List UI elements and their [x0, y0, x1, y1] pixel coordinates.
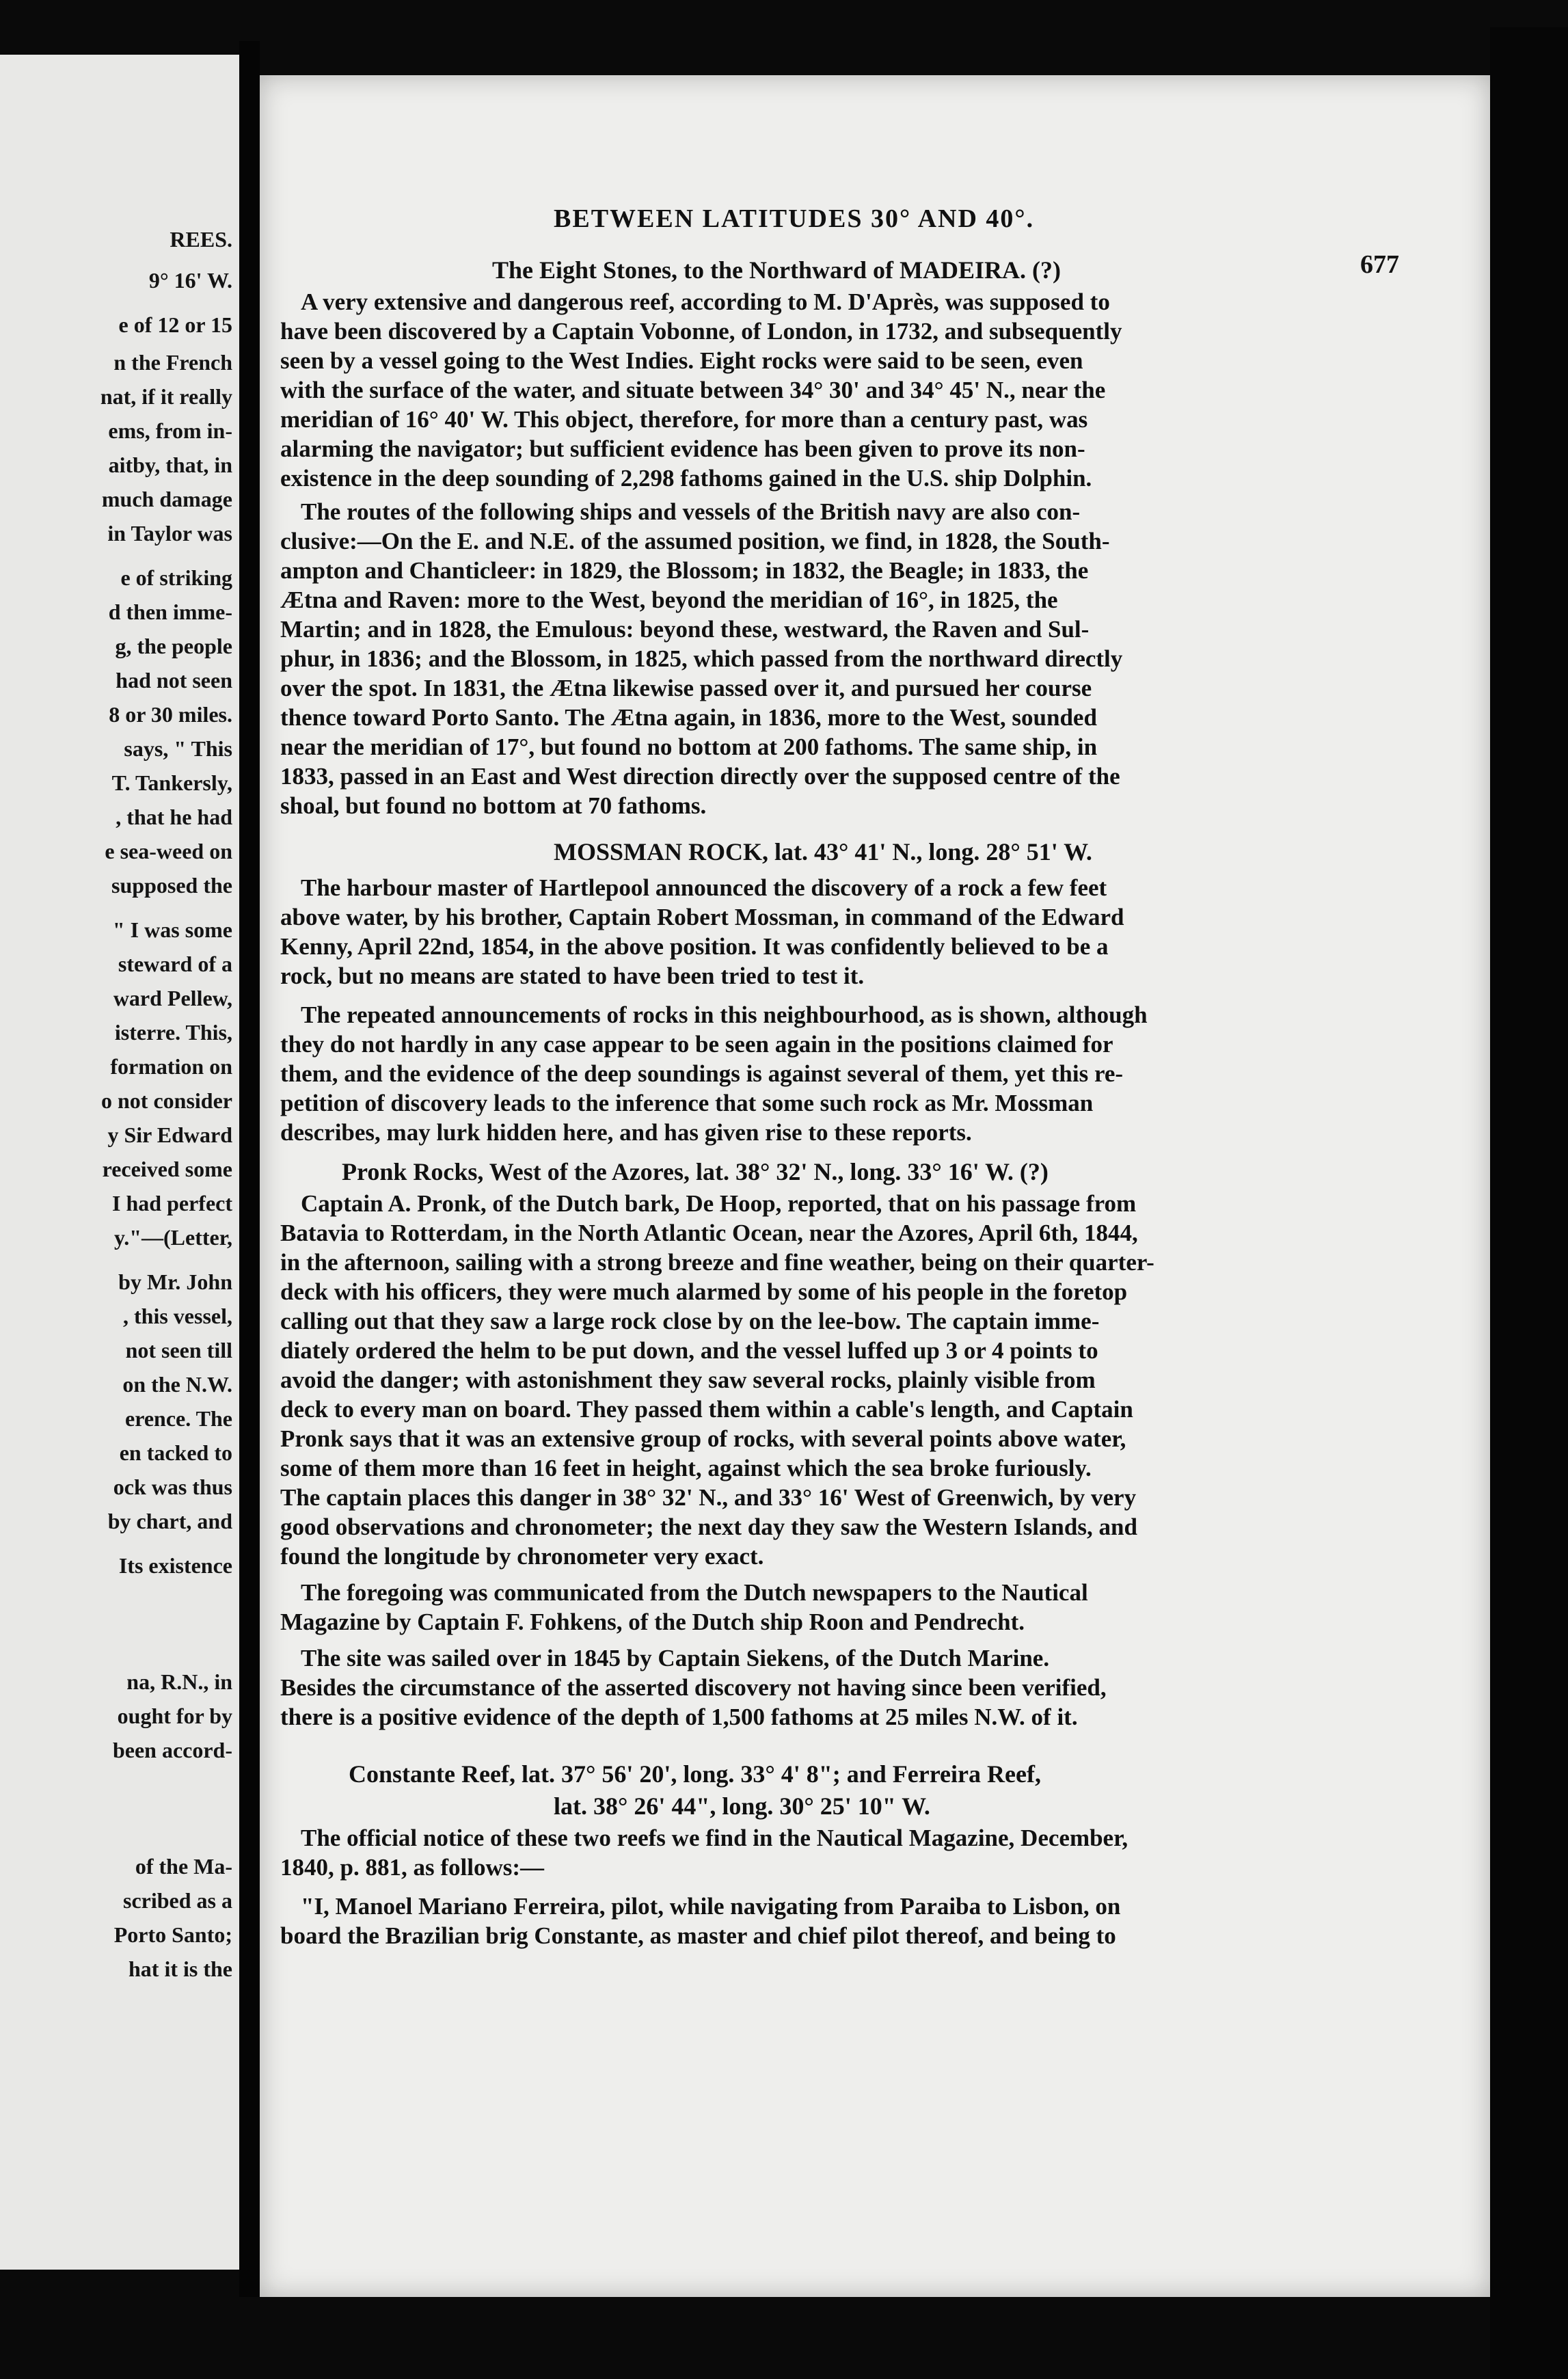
constante-p2-line: "I, Manoel Mariano Ferreira, pilot, while navigating from Paraiba to Lisbon, on: [301, 1893, 1121, 1920]
left-page-line: received some: [102, 1157, 232, 1181]
left-page-line: formation on: [110, 1054, 232, 1079]
left-page-line: REES.: [170, 227, 232, 252]
pronk-p1-line: diately ordered the helm to be put down, and the vessel luffed up 3 or 4 points to: [280, 1337, 1098, 1364]
eight-stones-p2-line: thence toward Porto Santo. The Ætna again, in 1836, more to the West, sounded: [280, 704, 1097, 731]
left-page-line: hat it is the: [129, 1957, 232, 1981]
constante-p2-line: board the Brazilian brig Constante, as master and chief pilot thereof, and being to: [280, 1922, 1116, 1949]
left-page-line: ought for by: [117, 1704, 232, 1728]
left-page-line: by Mr. John: [118, 1269, 232, 1294]
eight-stones-p2-line: Martin; and in 1828, the Emulous: beyond these, westward, the Raven and Sul-: [280, 616, 1090, 643]
eight-stones-p2-line: 1833, passed in an East and West direction directly over the supposed centre of the: [280, 763, 1120, 790]
left-page-line: , that he had: [116, 805, 232, 829]
eight-stones-p2-line: near the meridian of 17°, but found no bottom at 200 fathoms. The same ship, in: [280, 734, 1098, 760]
pronk-p1-line: found the longitude by chronometer very exact.: [280, 1543, 764, 1570]
left-page-line: not seen till: [125, 1338, 232, 1362]
pronk-p3-line: Besides the circumstance of the asserted discovery not having since been verified,: [280, 1674, 1107, 1701]
eight-stones-p1-line: seen by a vessel going to the West Indies. Eight rocks were said to be seen, even: [280, 347, 1083, 374]
mossman-p2-line: The repeated announcements of rocks in this neighbourhood, as is shown, although: [301, 1002, 1148, 1028]
left-page-line: e sea-weed on: [105, 839, 232, 863]
left-page-line: 8 or 30 miles.: [109, 702, 232, 727]
constante-p1-line: The official notice of these two reefs we find in the Nautical Magazine, December,: [301, 1825, 1128, 1851]
main-page: [260, 75, 1490, 2297]
left-page-line: y."—(Letter,: [114, 1225, 232, 1250]
left-page-line: e of striking: [120, 565, 232, 590]
eight-stones-p1-line: have been discovered by a Captain Vobonne, of London, in 1732, and subsequently: [280, 318, 1122, 345]
left-page-line: much damage: [101, 487, 232, 511]
constante-heading-2: lat. 38° 26' 44", long. 30° 25' 10" W.: [554, 1792, 930, 1820]
left-page-line: d then imme-: [108, 600, 232, 624]
mossman-p2-line: they do not hardly in any case appear to be seen again in the positions claimed for: [280, 1031, 1113, 1058]
left-page-line: Porto Santo;: [113, 1922, 232, 1947]
mossman-p1-line: The harbour master of Hartlepool announced the discovery of a rock a few feet: [301, 874, 1107, 901]
left-page-line: , this vessel,: [123, 1304, 232, 1328]
eight-stones-p2-line: The routes of the following ships and vessels of the British navy are also con-: [301, 498, 1081, 525]
eight-stones-p2-line: Ætna and Raven: more to the West, beyond the meridian of 16°, in 1825, the: [280, 587, 1058, 613]
constante-heading-1: Constante Reef, lat. 37° 56' 20', long. 33° 4' 8"; and Ferreira Reef,: [349, 1760, 1041, 1788]
left-page-line: isterre. This,: [114, 1020, 232, 1045]
left-page-line: Its existence: [118, 1553, 232, 1578]
mossman-p2-line: them, and the evidence of the deep soundings is against several of them, yet this re-: [280, 1060, 1124, 1087]
pronk-p1-line: Batavia to Rotterdam, in the North Atlantic Ocean, near the Azores, April 6th, 1844,: [280, 1220, 1138, 1246]
eight-stones-heading: The Eight Stones, to the Northward of MADEIRA. (?): [492, 256, 1061, 284]
pronk-p2-line: The foregoing was communicated from the Dutch newspapers to the Nautical: [301, 1579, 1088, 1606]
left-page-line: n the French: [113, 350, 232, 375]
eight-stones-p1-line: with the surface of the water, and situate between 34° 30' and 34° 45' N., near the: [280, 377, 1106, 403]
running-head: BETWEEN LATITUDES 30° AND 40°.: [554, 204, 1035, 233]
left-page-line: had not seen: [116, 668, 232, 693]
left-page-line: ward Pellew,: [113, 986, 232, 1010]
eight-stones-p1-line: existence in the deep sounding of 2,298 fathoms gained in the U.S. ship Dolphin.: [280, 465, 1092, 492]
left-page-line: nat, if it really: [100, 384, 232, 409]
eight-stones-p2-line: over the spot. In 1831, the Ætna likewise passed over it, and pursued her course: [280, 675, 1092, 701]
eight-stones-p1-line: A very extensive and dangerous reef, according to M. D'Après, was supposed to: [301, 288, 1110, 315]
left-page-line: " I was some: [112, 917, 232, 942]
mossman-p2-line: describes, may lurk hidden here, and has given rise to these reports.: [280, 1119, 972, 1146]
left-page-line: been accord-: [112, 1738, 232, 1762]
mossman-heading: MOSSMAN ROCK, lat. 43° 41' N., long. 28° 51' W.: [554, 838, 1092, 865]
eight-stones-p2-line: clusive:—On the E. and N.E. of the assumed position, we find, in 1828, the South-: [280, 528, 1110, 554]
pronk-p1-line: some of them more than 16 feet in height, against which the sea broke furiously.: [280, 1455, 1092, 1481]
pronk-p1-line: good observations and chronometer; the next day they saw the Western Islands, and: [280, 1514, 1137, 1540]
left-page-line: aitby, that, in: [108, 453, 232, 477]
left-page-line: in Taylor was: [107, 521, 232, 546]
pronk-p1-line: avoid the danger; with astonishment they saw several rocks, plainly visible from: [280, 1367, 1096, 1393]
left-page-line: T. Tankersly,: [111, 770, 232, 795]
left-page-line: supposed the: [111, 873, 232, 898]
eight-stones-p1-line: meridian of 16° 40' W. This object, therefore, for more than a century past, was: [280, 406, 1088, 433]
left-page-line: y Sir Edward: [107, 1123, 232, 1147]
pronk-heading: Pronk Rocks, West of the Azores, lat. 38° 32' N., long. 33° 16' W. (?): [342, 1158, 1049, 1185]
left-page-line: steward of a: [118, 952, 232, 976]
page-number: 677: [1360, 250, 1399, 279]
eight-stones-p1-line: alarming the navigator; but sufficient evidence has been given to prove its non-: [280, 435, 1085, 462]
pronk-p1-line: Captain A. Pronk, of the Dutch bark, De Hoop, reported, that on his passage from: [301, 1190, 1137, 1217]
left-page-line: says, " This: [124, 736, 232, 761]
left-facing-page: [0, 55, 239, 2270]
left-page-line: g, the people: [115, 634, 232, 658]
eight-stones-p2-line: shoal, but found no bottom at 70 fathoms.: [280, 792, 707, 819]
pronk-p1-line: deck to every man on board. They passed them within a cable's length, and Captain: [280, 1396, 1133, 1423]
scan-border: [1490, 27, 1568, 2379]
pronk-p1-line: deck with his officers, they were much alarmed by some of his people in the foretop: [280, 1278, 1128, 1305]
pronk-p1-line: The captain places this danger in 38° 32' N., and 33° 16' West of Greenwich, by very: [280, 1484, 1137, 1511]
pronk-p1-line: Pronk says that it was an extensive group of rocks, with several points above water,: [280, 1425, 1126, 1452]
left-page-line: 9° 16' W.: [148, 268, 232, 293]
pronk-p2-line: Magazine by Captain F. Fohkens, of the Dutch ship Roon and Pendrecht.: [280, 1609, 1025, 1635]
left-page-line: scribed as a: [123, 1888, 232, 1913]
mossman-p2-line: petition of discovery leads to the inference that some such rock as Mr. Mossman: [280, 1090, 1094, 1116]
left-page-line: by chart, and: [107, 1509, 232, 1533]
left-page-line: of the Ma-: [135, 1854, 232, 1879]
left-page-line: en tacked to: [119, 1440, 232, 1465]
mossman-p1-line: above water, by his brother, Captain Robert Mossman, in command of the Edward: [280, 904, 1124, 930]
book-gutter: [239, 41, 260, 2297]
left-page-line: on the N.W.: [122, 1372, 232, 1397]
eight-stones-p2-line: ampton and Chanticleer: in 1829, the Blossom; in 1832, the Beagle; in 1833, the: [280, 557, 1089, 584]
mossman-p1-line: Kenny, April 22nd, 1854, in the above position. It was confidently believed to be a: [280, 933, 1109, 960]
left-page-line: o not consider: [101, 1088, 232, 1113]
eight-stones-p2-line: phur, in 1836; and the Blossom, in 1825, which passed from the northward directly: [280, 645, 1123, 672]
left-page-line: e of 12 or 15: [118, 312, 232, 337]
constante-p1-line: 1840, p. 881, as follows:—: [280, 1854, 544, 1881]
left-page-line: I had perfect: [112, 1191, 232, 1215]
left-page-line: ock was thus: [113, 1475, 232, 1499]
pronk-p3-line: there is a positive evidence of the depth of 1,500 fathoms at 25 miles N.W. of it.: [280, 1704, 1078, 1730]
pronk-p3-line: The site was sailed over in 1845 by Captain Siekens, of the Dutch Marine.: [301, 1645, 1050, 1671]
mossman-p1-line: rock, but no means are stated to have been tried to test it.: [280, 963, 865, 989]
pronk-p1-line: in the afternoon, sailing with a strong breeze and fine weather, being on their quarter-: [280, 1249, 1154, 1276]
pronk-p1-line: calling out that they saw a large rock close by on the lee-bow. The captain imme-: [280, 1308, 1100, 1334]
left-page-line: na, R.N., in: [126, 1669, 232, 1694]
left-page-line: ems, from in-: [108, 418, 232, 443]
left-page-line: erence. The: [125, 1406, 232, 1431]
